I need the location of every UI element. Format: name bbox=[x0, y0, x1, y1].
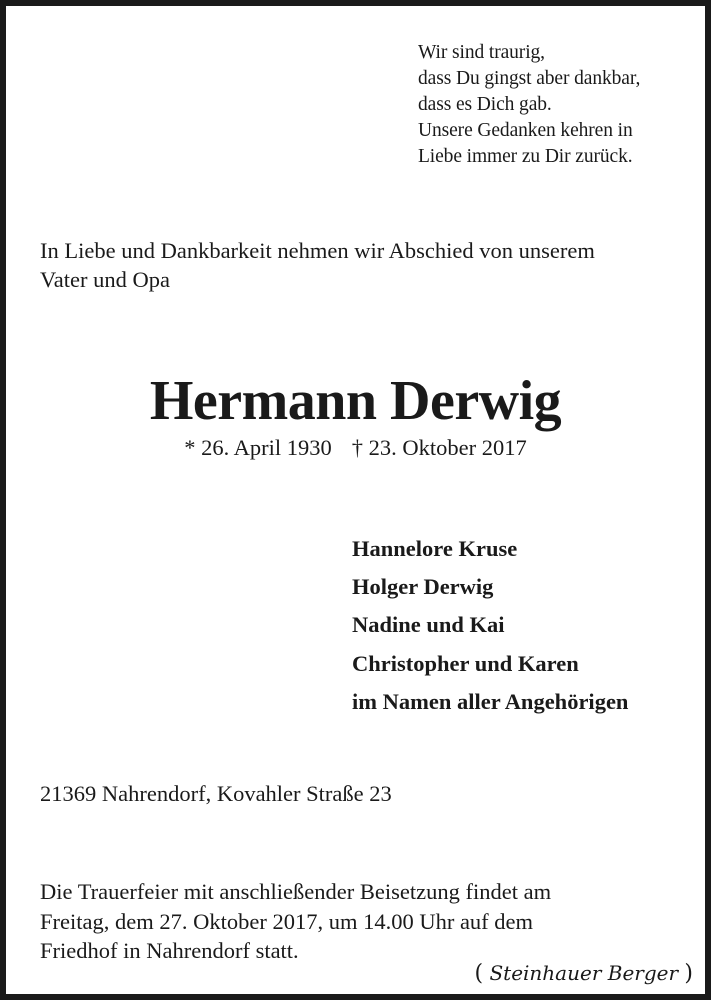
farewell-intro bbox=[40, 236, 595, 294]
intro-line: Vater und Opa bbox=[40, 267, 170, 292]
service-line: Friedhof in Nahrendorf statt. bbox=[40, 938, 299, 963]
stonemason-signature bbox=[475, 958, 694, 989]
life-dates bbox=[6, 433, 705, 463]
funeral-service-info bbox=[40, 877, 551, 966]
intro-line: In Liebe und Dankbarkeit nehmen wir Abschied von unserem bbox=[40, 238, 595, 263]
service-line: Freitag, dem 27. Oktober 2017, um 14.00 Uhr auf dem bbox=[40, 908, 534, 934]
service-line: Die Trauerfeier mit anschließender Beisetzung findet am bbox=[40, 879, 552, 904]
signature-text: Steinhauer Berger bbox=[489, 961, 679, 985]
poem-line: Unsere Gedanken kehren in bbox=[418, 120, 633, 141]
family-address: 21369 Nahrendorf, Kovahler Straße 23 bbox=[40, 781, 392, 806]
poem-line: Liebe immer zu Dir zurück. bbox=[418, 146, 633, 167]
deceased-name: Hermann Derwig bbox=[149, 370, 562, 432]
mourner-name: Holger Derwig bbox=[352, 574, 494, 600]
mourners-list bbox=[352, 530, 628, 721]
poem-line: Wir sind traurig, bbox=[418, 42, 545, 63]
death-date: † 23. Oktober 2017 bbox=[351, 435, 527, 460]
mourner-name: Nadine und Kai bbox=[352, 612, 505, 638]
signature-open-paren: ( bbox=[474, 961, 484, 986]
poem-line: dass Du gingst aber dankbar, bbox=[418, 68, 641, 89]
memorial-poem bbox=[418, 40, 640, 170]
birth-date: * 26. April 1930 bbox=[184, 435, 332, 460]
mourner-name: Christopher und Karen bbox=[352, 650, 579, 676]
signature-close-paren: ) bbox=[684, 961, 693, 986]
poem-line: dass es Dich gab. bbox=[418, 94, 552, 115]
mourner-name: im Namen aller Angehörigen bbox=[352, 688, 629, 714]
mourner-name: Hannelore Kruse bbox=[352, 536, 518, 561]
